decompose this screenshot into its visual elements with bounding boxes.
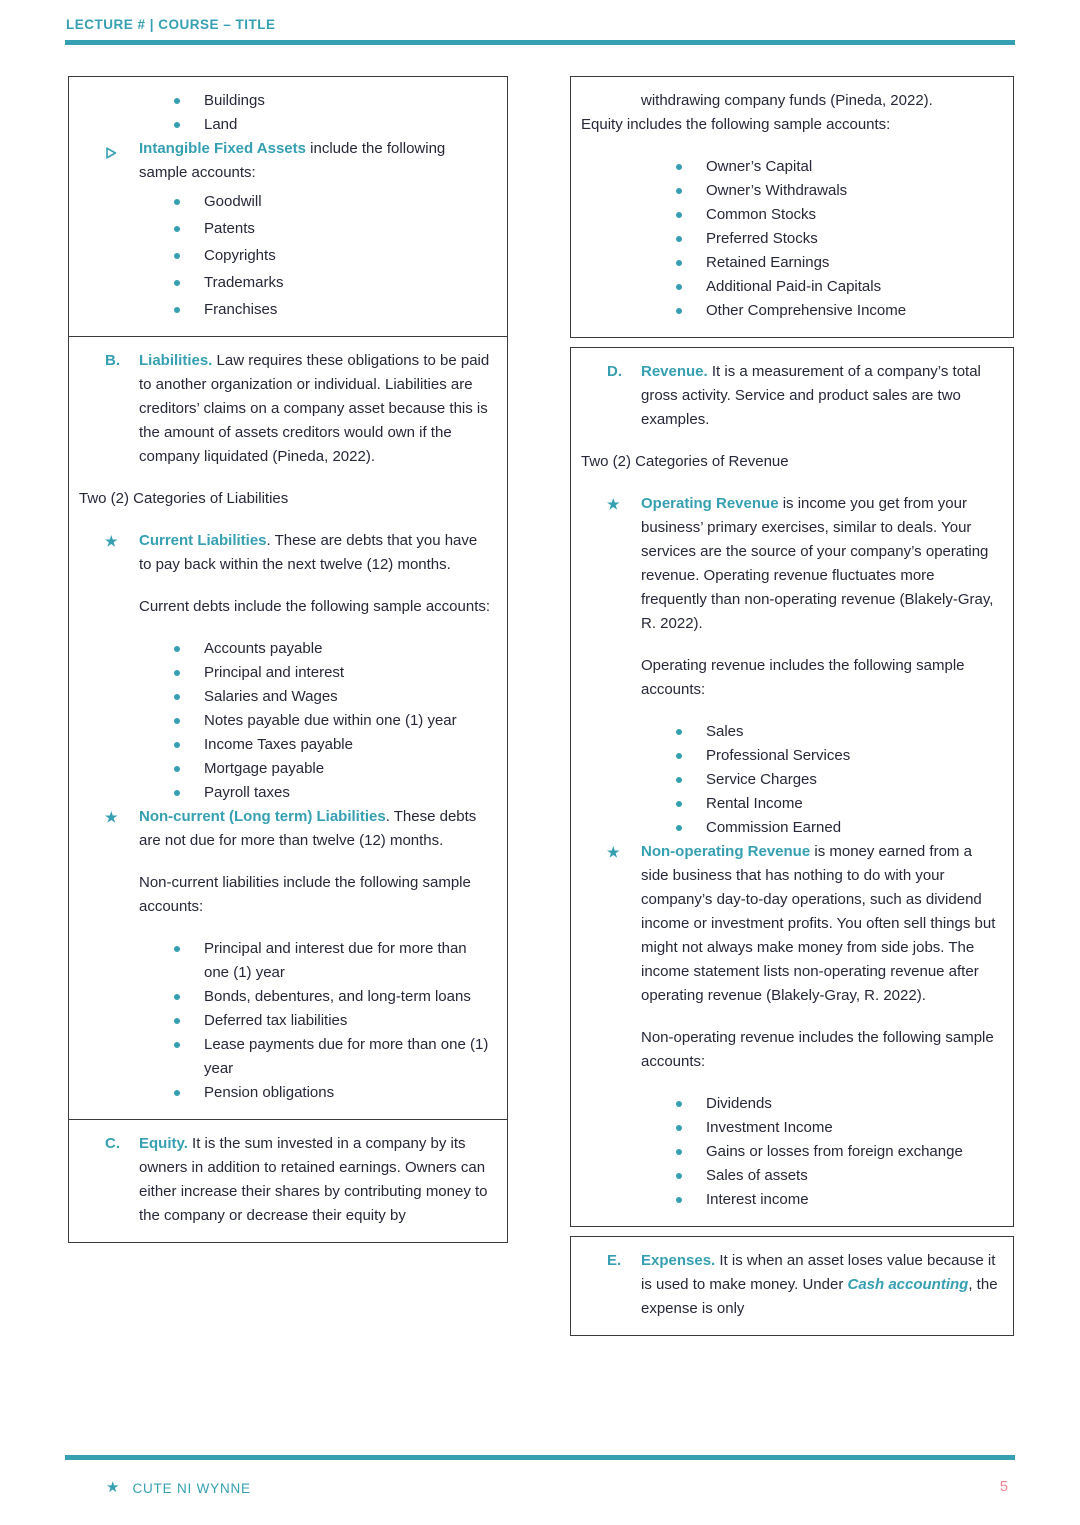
list-item-label: Deferred tax liabilities <box>204 1012 348 1030</box>
equity-box <box>68 1119 508 1243</box>
bullet-icon <box>676 753 682 759</box>
bullet-icon <box>174 122 180 128</box>
list-item <box>676 251 999 275</box>
list-item <box>174 296 493 323</box>
operating-revenue-intro: Operating revenue includes the following sample accounts: <box>641 657 965 698</box>
list-item <box>174 89 493 113</box>
bullet-icon <box>174 718 180 724</box>
bullet-icon <box>676 1197 682 1203</box>
tangible-assets-list <box>174 89 493 137</box>
list-item <box>676 1164 999 1188</box>
bullet-icon <box>174 1018 180 1024</box>
revenue-body: It is a measurement of a company’s total gross activity. Service and product sales are two examples. <box>641 363 981 428</box>
nonoperating-revenue-list <box>676 1092 999 1212</box>
bullet-icon <box>174 280 180 286</box>
term-operating-revenue: Operating Revenue <box>641 495 779 512</box>
list-item-label: Owner’s Capital <box>706 158 813 175</box>
list-item <box>676 768 999 792</box>
revenue-categories-title: Two (2) Categories of Revenue <box>581 453 789 470</box>
equity-body: It is the sum invested in a company by its owners in addition to retained earnings. Owners can either increase their shares by contributing money to the company or decrease their equity by <box>139 1134 488 1224</box>
intangible-assets-item <box>105 137 493 185</box>
list-item <box>676 744 999 768</box>
bullet-icon <box>676 1125 682 1131</box>
noncurrent-liabilities-list <box>174 937 493 1105</box>
bullet-icon <box>676 1173 682 1179</box>
list-item <box>676 1116 999 1140</box>
intangible-assets-list <box>174 188 493 323</box>
liabilities-text <box>139 349 493 469</box>
nonoperating-revenue-body: is money earned from a side business that has nothing to do with your company’s day-to-day operations, such as dividend income or investment profits. You often sell things but might not always make money from side jobs. The income statement lists non-operating revenue after operating revenue (Blakely-Gray, R. 2022). <box>641 843 996 1004</box>
bullet-icon <box>174 946 180 952</box>
list-item <box>174 637 493 661</box>
list-item <box>676 1092 999 1116</box>
bullet-icon <box>174 1042 180 1048</box>
bullet-icon <box>676 729 682 735</box>
current-liabilities-item <box>105 529 493 577</box>
list-item-label: Professional Services <box>706 747 851 764</box>
list-item-label: Payroll taxes <box>204 784 290 802</box>
list-item-label: Pension obligations <box>204 1084 335 1102</box>
noncurrent-liabilities-text <box>139 805 493 853</box>
list-item-label: Owner’s Withdrawals <box>706 182 848 199</box>
list-item-label: Common Stocks <box>706 206 817 223</box>
list-item <box>174 709 493 733</box>
bullet-icon <box>676 825 682 831</box>
bullet-icon <box>174 646 180 652</box>
item-letter-d: D. <box>607 363 622 380</box>
bullet-icon <box>676 1149 682 1155</box>
revenue-definition <box>607 360 999 432</box>
term-intangible-fixed-assets: Intangible Fixed Assets <box>139 140 306 157</box>
bullet-icon <box>676 164 682 170</box>
bullet-icon <box>174 253 180 259</box>
list-item <box>676 1188 999 1212</box>
revenue-box <box>570 347 1014 1227</box>
list-item-label: Copyrights <box>204 247 276 264</box>
current-liabilities-body: . These are debts that you have to pay back within the next twelve (12) months. <box>139 532 478 574</box>
expenses-box <box>570 1236 1014 1336</box>
term-expenses: Expenses. <box>641 1252 716 1269</box>
item-letter-c: C. <box>105 1134 120 1152</box>
list-item <box>174 781 493 805</box>
list-item <box>174 242 493 269</box>
star-bullet-icon: ★ <box>105 533 118 550</box>
list-item-label: Commission Earned <box>706 819 842 836</box>
noncurrent-liabilities-intro: Non-current liabilities include the following sample accounts: <box>139 874 471 916</box>
list-item <box>676 792 999 816</box>
list-item-label: Rental Income <box>706 795 803 812</box>
list-item <box>174 1081 493 1105</box>
footer-star-icon: ★ <box>106 1479 120 1496</box>
current-liabilities-intro: Current debts include the following sample accounts: <box>139 598 491 616</box>
bullet-icon <box>676 188 682 194</box>
bullet-icon <box>676 777 682 783</box>
bullet-icon <box>174 1090 180 1096</box>
equity-definition <box>105 1132 493 1228</box>
item-letter-b: B. <box>105 352 120 370</box>
list-item <box>174 985 493 1009</box>
term-cash-accounting: Cash accounting <box>847 1276 969 1293</box>
footer-brand: CUTE NI WYNNE <box>132 1480 251 1496</box>
list-item <box>676 299 999 323</box>
left-column <box>68 76 508 1243</box>
right-column <box>570 76 1014 1336</box>
list-item-label: Additional Paid-in Capitals <box>706 278 882 295</box>
list-item-label: Income Taxes payable <box>204 736 353 754</box>
liabilities-categories-title: Two (2) Categories of Liabilities <box>79 490 289 508</box>
list-item-label: Trademarks <box>204 274 284 291</box>
page-number: 5 <box>999 1479 1008 1495</box>
list-item <box>676 227 999 251</box>
bullet-icon <box>174 766 180 772</box>
operating-revenue-text <box>641 492 999 636</box>
list-item <box>174 937 493 985</box>
list-item-label: Patents <box>204 220 255 237</box>
equity-accounts-box <box>570 76 1014 338</box>
nonoperating-revenue-item <box>607 840 999 1008</box>
list-item-label: Retained Earnings <box>706 254 830 271</box>
list-item-label: Mortgage payable <box>204 760 325 778</box>
term-nonoperating-revenue: Non-operating Revenue <box>641 843 811 860</box>
bullet-icon <box>174 199 180 205</box>
bullet-icon <box>676 284 682 290</box>
list-item-label: Lease payments due for more than one (1) year <box>204 1036 489 1078</box>
list-item <box>174 685 493 709</box>
list-item <box>174 1033 493 1081</box>
list-item-label: Land <box>204 116 238 133</box>
list-item-label: Buildings <box>204 92 265 109</box>
bullet-icon <box>174 226 180 232</box>
star-bullet-icon: ★ <box>607 496 620 512</box>
noncurrent-liabilities-body: . These debts are not due for more than twelve (12) months. <box>139 808 477 850</box>
current-liabilities-list <box>174 637 493 805</box>
noncurrent-liabilities-item <box>105 805 493 853</box>
intangible-assets-text <box>139 137 493 185</box>
list-item <box>174 1009 493 1033</box>
bullet-icon <box>174 742 180 748</box>
nonoperating-revenue-intro: Non-operating revenue includes the following sample accounts: <box>641 1029 994 1070</box>
list-item-label: Principal and interest <box>204 664 345 682</box>
list-item <box>676 155 999 179</box>
list-item-label: Investment Income <box>706 1119 833 1136</box>
term-noncurrent-liabilities: Non-current (Long term) Liabilities <box>139 808 386 826</box>
bullet-icon <box>676 236 682 242</box>
list-item <box>174 188 493 215</box>
bullet-icon <box>676 1101 682 1107</box>
bullet-icon <box>174 98 180 104</box>
list-item-label: Gains or losses from foreign exchange <box>706 1143 963 1160</box>
equity-accounts-intro: Equity includes the following sample accounts: <box>581 116 891 133</box>
arrow-bullet-icon <box>105 137 139 167</box>
list-item <box>174 113 493 137</box>
bullet-icon <box>174 670 180 676</box>
list-item-label: Sales <box>706 723 744 740</box>
bullet-icon <box>676 212 682 218</box>
bullet-icon <box>174 790 180 796</box>
list-item <box>676 720 999 744</box>
list-item <box>676 203 999 227</box>
list-item <box>676 179 999 203</box>
bullet-icon <box>174 694 180 700</box>
footer-rule <box>65 1455 1015 1460</box>
term-current-liabilities: Current Liabilities <box>139 532 267 550</box>
list-item-label: Notes payable due within one (1) year <box>204 712 457 730</box>
list-item-label: Franchises <box>204 301 278 318</box>
list-item <box>174 215 493 242</box>
operating-revenue-item <box>607 492 999 636</box>
term-equity: Equity. <box>139 1134 188 1152</box>
star-bullet-icon: ★ <box>607 844 620 860</box>
bullet-icon <box>676 308 682 314</box>
revenue-text <box>641 360 999 432</box>
list-item-label: Bonds, debentures, and long-term loans <box>204 988 471 1006</box>
list-item <box>174 757 493 781</box>
list-item-label: Salaries and Wages <box>204 688 338 706</box>
equity-accounts-list <box>676 155 999 323</box>
equity-continuation: withdrawing company funds (Pineda, 2022). <box>641 92 933 109</box>
star-bullet-icon: ★ <box>105 809 118 826</box>
expenses-text <box>641 1249 999 1321</box>
expenses-body-2: , the expense is only <box>641 1276 998 1317</box>
operating-revenue-body: is income you get from your business’ primary exercises, similar to deals. Your services are the source of your company’s operating revenue. Operating revenue fluctuates more frequently than non-operating revenue (Blakely-Gray, R. 2022). <box>641 495 994 632</box>
list-item-label: Accounts payable <box>204 640 323 658</box>
liabilities-definition <box>105 349 493 469</box>
list-item <box>676 1140 999 1164</box>
fixed-assets-box <box>68 76 508 338</box>
bullet-icon <box>174 307 180 313</box>
liabilities-body: Law requires these obligations to be paid to another organization or individual. Liabilities are creditors’ claims on a company asset because this is the amount of assets creditors would own if the company liquidated (Pineda, 2022). <box>139 352 490 466</box>
list-item <box>676 275 999 299</box>
nonoperating-revenue-text <box>641 840 999 1008</box>
list-item <box>174 269 493 296</box>
header-rule <box>65 40 1015 45</box>
list-item-label: Principal and interest due for more than one (1) year <box>204 940 467 982</box>
bullet-icon <box>676 801 682 807</box>
list-item-label: Interest income <box>706 1191 809 1208</box>
bullet-icon <box>174 994 180 1000</box>
list-item-label: Dividends <box>706 1095 772 1112</box>
list-item <box>174 733 493 757</box>
equity-text <box>139 1132 493 1228</box>
header-title: LECTURE # | COURSE – TITLE <box>66 17 276 32</box>
list-item-label: Preferred Stocks <box>706 230 818 247</box>
page-footer <box>106 1479 251 1497</box>
item-letter-e: E. <box>607 1252 622 1269</box>
expenses-body: It is when an asset loses value because it is used to make money. Under <box>641 1252 996 1293</box>
liabilities-box <box>68 336 508 1120</box>
list-item <box>676 816 999 840</box>
expenses-definition <box>607 1249 999 1321</box>
list-item-label: Sales of assets <box>706 1167 808 1184</box>
list-item-label: Service Charges <box>706 771 817 788</box>
list-item-label: Other Comprehensive Income <box>706 302 907 319</box>
current-liabilities-text <box>139 529 493 577</box>
term-liabilities: Liabilities. <box>139 352 213 370</box>
bullet-icon <box>676 260 682 266</box>
list-item <box>174 661 493 685</box>
operating-revenue-list <box>676 720 999 840</box>
intangible-assets-rest: include the following sample accounts: <box>139 140 446 181</box>
list-item-label: Goodwill <box>204 193 262 210</box>
term-revenue: Revenue. <box>641 363 708 380</box>
